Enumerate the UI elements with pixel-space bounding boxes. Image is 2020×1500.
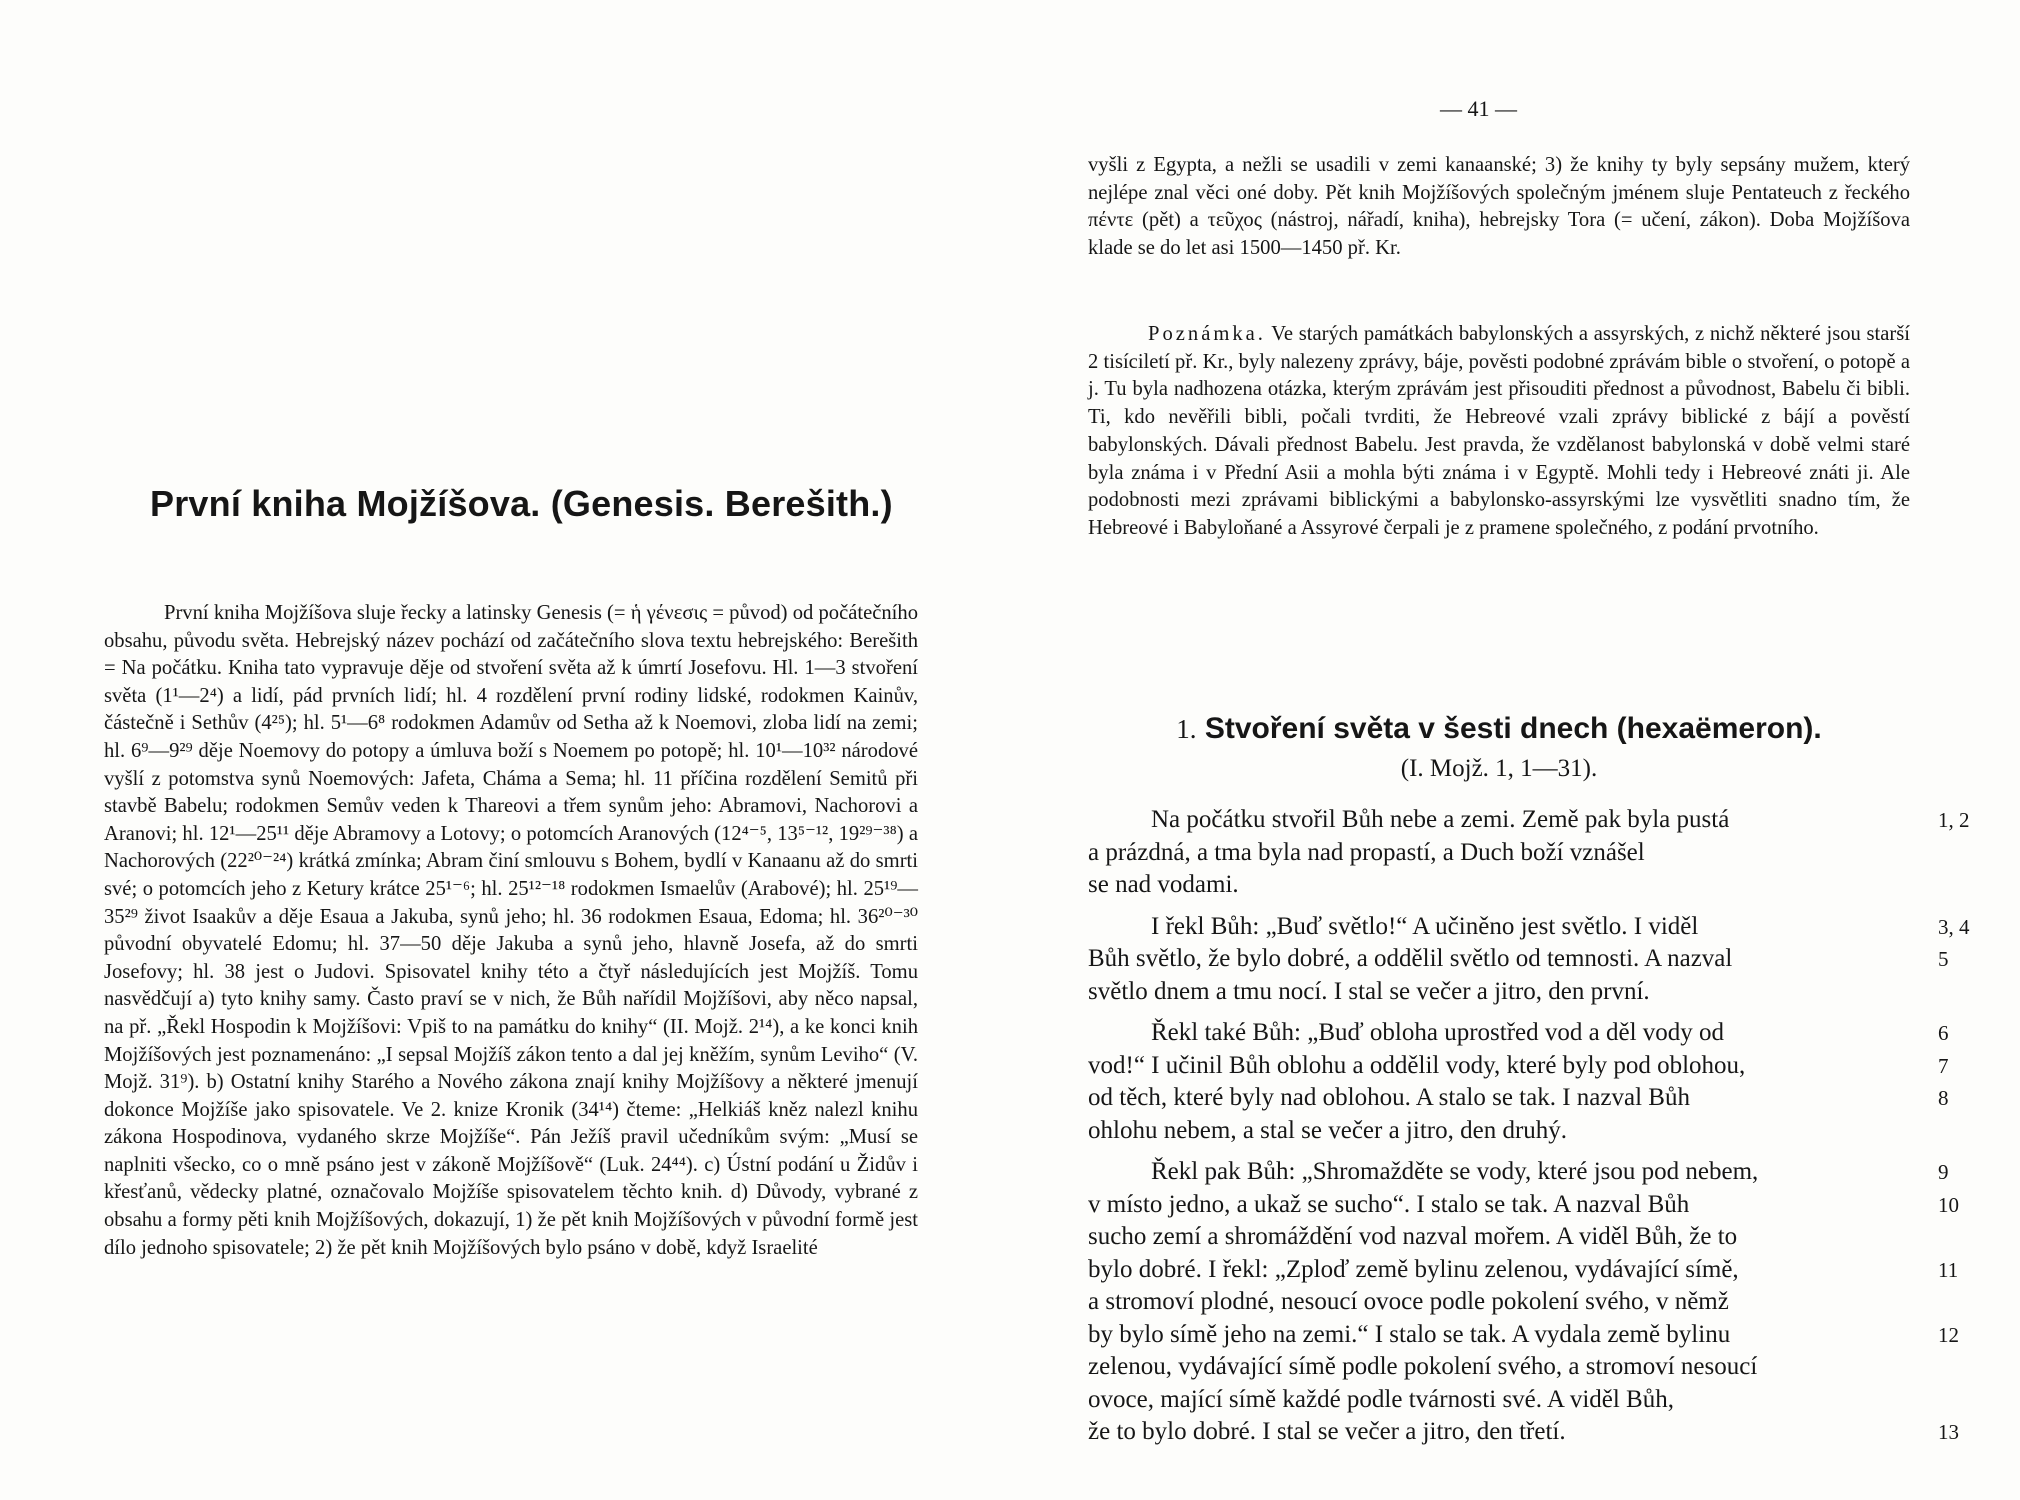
verse-text: a prázdná, a tma byla nad propastí, a Duch boží vznášel: [1088, 838, 1645, 866]
continuation-section: [1088, 152, 1910, 263]
verse-text: světlo dnem a tmu nocí. I stal se večer a jitro, den první.: [1088, 977, 1650, 1005]
verse-line: [1088, 1050, 1949, 1083]
verse-line: [1088, 1082, 1949, 1115]
verse-text: bylo dobré. I řekl: „Zploď země bylinu zelenou, vydávající símě,: [1088, 1255, 1739, 1283]
verse-line: [1088, 1221, 1910, 1254]
verse-text: že to bylo dobré. I stal se večer a jitro, den třetí.: [1088, 1418, 1566, 1445]
verse-margin-number: 11: [1938, 1257, 1959, 1282]
note-section: [1088, 321, 1910, 543]
verse-line: [1088, 1319, 1959, 1352]
verse-margin-number: 7: [1938, 1053, 1949, 1078]
verse-margin-number: 10: [1938, 1192, 1959, 1217]
verse-text: Řekl pak Bůh: „Shromažděte se vody, které jsou pod nebem,: [1151, 1158, 1759, 1185]
verse-margin-number: 8: [1938, 1086, 1949, 1110]
verse-line: [1088, 1254, 1959, 1287]
verse-margin-number: 12: [1938, 1322, 1959, 1347]
verse-line: [1088, 1286, 1910, 1319]
verse-text: zelenou, vydávající símě podle pokolení svého, a stromoví nesoucí: [1088, 1353, 1758, 1380]
verse-line: [1088, 837, 1910, 870]
verse-margin-number: 6: [1938, 1021, 1949, 1045]
verse-text: ovoce, mající símě každé podle tvárnosti své. A viděl Bůh,: [1088, 1385, 1674, 1413]
verse-margin-number: 1, 2: [1938, 808, 1970, 832]
verse-text: vod!“ I učinil Bůh oblohu a oddělil vody, které byly pod oblohou,: [1088, 1051, 1746, 1079]
verse-text: I řekl Bůh: „Buď světlo!“ A učiněno jest světlo. I viděl: [1151, 912, 1699, 940]
verse-text: sucho zemí a shromáždění vod nazval mořem. A viděl Bůh, že to: [1088, 1223, 1738, 1250]
chapter-title: Stvoření světa v šesti dnech (hexaëmeron).: [1204, 712, 1822, 745]
verse-text: Bůh světlo, že bylo dobré, a oddělil světlo od temnosti. A nazval: [1088, 945, 1733, 972]
note-paragraph: [1088, 321, 1910, 543]
continuation-paragraph: vyšli z Egypta, a nežli se usadili v zemi kanaanské; 3) že knihy ty byly sepsány mužem, který nejlépe znal věci oné doby. Pět knih Mojžíšových společným jménem sluje Pentateuch z řeckého πέντε (pět) a τεῦχος (nástroj, nářadí, kniha), hebrejsky Tora (= učení, zákon). Doba Mojžíšova klade se do let asi 1500—1450 př. Kr.: [1088, 154, 1910, 260]
verse-margin-number: 5: [1938, 947, 1949, 971]
verse-line: [1088, 869, 1910, 902]
verse-margin-number: 13: [1938, 1420, 1959, 1444]
verse-text: Na počátku stvořil Bůh nebe a zemi. Země pak byla pustá: [1151, 806, 1730, 833]
verse-line: [1088, 911, 1970, 944]
verse-text: Řekl také Bůh: „Buď obloha uprostřed vod a děl vody od: [1151, 1019, 1725, 1046]
verse-line: [1088, 1384, 1910, 1417]
note-label: Poznámka.: [1148, 323, 1266, 345]
verse-line: [1088, 1351, 1910, 1384]
book-title: První kniha Mojžíšova. (Genesis. Berešith.): [150, 483, 893, 524]
chapter-reference: (I. Mojž. 1, 1—31).: [1400, 755, 1598, 782]
verse-line: [1088, 943, 1949, 976]
verse-margin-number: 3, 4: [1938, 914, 1970, 939]
verse-text: v místo jedno, a ukaž se sucho“. I stalo se tak. A nazval Bůh: [1088, 1190, 1690, 1218]
verse-line: [1088, 1156, 1949, 1189]
verse-line: [1088, 976, 1910, 1009]
intro-paragraph: První kniha Mojžíšova sluje řecky a latinsky Genesis (= ἡ γένεσις = původ) od počátečního obsahu, původu světa. Hebrejský název pochází od začátečního slova textu hebrejského: Berešith = Na počátku. Kniha tato vypravuje děje od stvoření světa až k úmrtí Josefovu. Hl. 1—3 stvoření světa (1¹—2⁴) a lidí, pád prvních lidí; hl. 4 rozdělení první rodiny lidské, rodokmen Kainův, částečně i Sethův (4²⁵); hl. 5¹—6⁸ rodokmen Adamův od Setha až k Noemovi, zloba lidí na zemi; hl. 6⁹—9²⁹ děje Noemovy do potopy a úmluva boží s Noemem po potopě; hl. 10¹—10³² národové vyšlí z potomstva synů Noemových: Jafeta, Cháma a Sema; hl. 11 příčina rozdělení Semitů při stavbě Babelu; rodokmen Semův veden k Thareovi a třem synům jeho: Abramovi, Nachorovi a Aranovi; hl. 12¹—25¹¹ děje Abramovy a Lotovy; o potomcích Aranových (12⁴⁻⁵, 13⁵⁻¹², 19²⁹⁻³⁸) a Nachorových (22²⁰⁻²⁴) krátká zmínka; Abram činí smlouvu s Bohem, bydlí v Kanaanu až do smrti své; o potomcích jeho z Ketury krátce 25¹⁻⁶; hl. 25¹²⁻¹⁸ rodokmen Ismaelův (Arabové); hl. 25¹⁹—35²⁹ život Isaakův a děje Esaua a Jakuba, synů jeho; hl. 36 rodokmen Esaua, Edoma; hl. 36²⁰⁻³⁰ původní obyvatelé Edomu; hl. 37—50 děje Jakuba a synů jeho, hlavně Josefa, až do smrti Josefovy; hl. 38 jest o Judovi. Spisovatel knihy této a čtyř následujících jest Mojžíš. Tomu nasvědčují a) tyto knihy samy. Často praví se v nich, že Bůh nařídil Mojžíšovi, aby něco napsal, na př. „Řekl Hospodin k Mojžíšovi: Vpiš to na památku do knihy“ (II. Mojž. 2¹⁴), a ke konci knih Mojžíšových jest poznamenáno: „I sepsal Mojžíš zákon tento a dal jej kněžím, synům Leviho“ (V. Mojž. 31⁹). b) Ostatní knihy Starého a Nového zákona znají knihy Mojžíšovy a některé jmenují dokonce Mojžíše jako spisovatele. Ve 2. knize Kronik (34¹⁴) čteme: „Helkiáš kněz nalezl knihu zákona Hospodinova, vydaného skrze Mojžíše“. Pán Ježíš pravil učedníkům svým: „Musí se naplniti všecko, co o mně psáno jest v zákoně Mojžíšově“ (Luk. 24⁴⁴). c) Ústní podání u Židův i křesťanů, vědecky platné, označovalo Mojžíše spisovatelem těchto knih. d) Důvody, vybrané z obsahu a formy pěti knih Mojžíšových, dokazují, 1) že pět knih Mojžíšových v původní formě jest dílo jednoho spisovatele; 2) že pět knih Mojžíšových bylo psáno v době, když Israelité: [104, 602, 918, 1259]
verse-text: a stromoví plodné, nesoucí ovoce podle pokolení svého, v němž: [1088, 1288, 1729, 1315]
verse-margin-number: 9: [1938, 1160, 1949, 1184]
chapter-number: 1.: [1176, 714, 1197, 744]
verse-line: [1088, 1017, 1949, 1050]
verse-line: [1088, 1416, 1959, 1449]
verse-line: [1088, 804, 1970, 837]
verse-text: se nad vodami.: [1088, 871, 1239, 898]
chapter-heading: [1088, 712, 1910, 746]
verse-line: [1088, 1115, 1910, 1148]
intro-section: [104, 600, 918, 1262]
verse-line: [1088, 1189, 1959, 1222]
verse-text: by bylo símě jeho na zemi.“ I stalo se tak. A vydala země bylinu: [1088, 1320, 1731, 1348]
verse-text: ohlohu nebem, a stal se večer a jitro, den druhý.: [1088, 1116, 1568, 1144]
verse-block: [1088, 804, 1970, 1449]
page-number: — 41 —: [1440, 96, 1517, 121]
note-text: Ve starých památkách babylonských a assyrských, z nichž některé jsou starší 2 tisíciletí př. Kr., byly nalezeny zprávy, báje, pověsti podobné zprávám bible o stvoření, o potopě a j. Tu byla nadhozena otázka, kterým zprávám jest přisouditi přednost a původnost, Babelu či bibli. Ti, kdo nevěřili bibli, počali tvrditi, že Hebreové vzali zprávy biblické z bájí a pověstí babylonských. Dávali přednost Babelu. Jest pravda, že vzdělanost babylonská v době velmi staré byla známa i v Přední Asii a mohla býti známa i v Egyptě. Mohli tedy i Hebreové znáti ji. Ale podobnosti mezi zprávami biblickými a babylonsko-assyrskými lze vysvětliti snadno tím, že Hebreové i Babyloňané a Assyrové čerpali je z pramene společného, z podání prvotního.: [1088, 323, 1910, 539]
verse-text: od těch, které byly nad oblohou. A stalo se tak. I nazval Bůh: [1088, 1084, 1690, 1111]
